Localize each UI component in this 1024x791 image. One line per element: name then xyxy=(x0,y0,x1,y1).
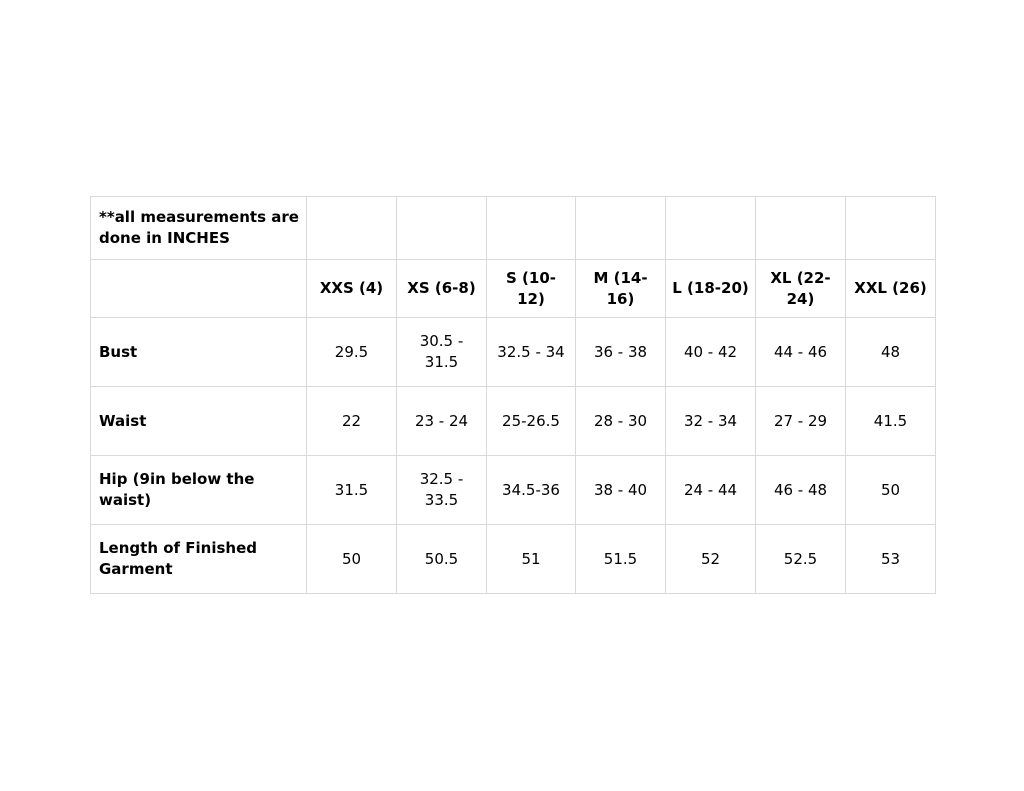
measurement-cell: 32 - 34 xyxy=(666,387,756,456)
measurement-cell: 50 xyxy=(846,456,936,525)
measurement-cell: 28 - 30 xyxy=(576,387,666,456)
row-label: Bust xyxy=(91,318,307,387)
size-header: XS (6-8) xyxy=(397,260,487,318)
size-header: L (18-20) xyxy=(666,260,756,318)
measurement-cell: 31.5 xyxy=(307,456,397,525)
empty-cell xyxy=(576,197,666,260)
measurement-cell: 51.5 xyxy=(576,525,666,594)
measurement-cell: 51 xyxy=(487,525,576,594)
measurement-note: **all measurements are done in INCHES xyxy=(91,197,307,260)
measurement-cell: 27 - 29 xyxy=(756,387,846,456)
measurement-cell: 48 xyxy=(846,318,936,387)
measurement-cell: 30.5 - 31.5 xyxy=(397,318,487,387)
measurement-cell: 52 xyxy=(666,525,756,594)
measurement-cell: 41.5 xyxy=(846,387,936,456)
table-row xyxy=(91,318,936,387)
measurement-cell: 50 xyxy=(307,525,397,594)
size-chart-table xyxy=(90,196,936,594)
table-row xyxy=(91,456,936,525)
size-header-row xyxy=(91,260,936,318)
measurement-cell: 24 - 44 xyxy=(666,456,756,525)
empty-cell xyxy=(487,197,576,260)
size-header: XL (22-24) xyxy=(756,260,846,318)
measurement-cell: 53 xyxy=(846,525,936,594)
measurement-cell: 34.5-36 xyxy=(487,456,576,525)
table-row xyxy=(91,525,936,594)
row-label: Waist xyxy=(91,387,307,456)
measurement-cell: 38 - 40 xyxy=(576,456,666,525)
size-header: XXL (26) xyxy=(846,260,936,318)
measurement-cell: 50.5 xyxy=(397,525,487,594)
empty-cell xyxy=(756,197,846,260)
row-label: Length of Finished Garment xyxy=(91,525,307,594)
measurement-cell: 32.5 - 34 xyxy=(487,318,576,387)
measurement-cell: 29.5 xyxy=(307,318,397,387)
empty-cell xyxy=(307,197,397,260)
measurement-cell: 25-26.5 xyxy=(487,387,576,456)
table-row xyxy=(91,387,936,456)
measurement-cell: 22 xyxy=(307,387,397,456)
size-header: S (10-12) xyxy=(487,260,576,318)
measurement-cell: 36 - 38 xyxy=(576,318,666,387)
size-header: M (14-16) xyxy=(576,260,666,318)
measurement-cell: 44 - 46 xyxy=(756,318,846,387)
note-row xyxy=(91,197,936,260)
measurement-cell: 32.5 - 33.5 xyxy=(397,456,487,525)
empty-cell xyxy=(846,197,936,260)
measurement-cell: 46 - 48 xyxy=(756,456,846,525)
measurement-cell: 52.5 xyxy=(756,525,846,594)
size-header: XXS (4) xyxy=(307,260,397,318)
empty-cell xyxy=(666,197,756,260)
empty-cell xyxy=(397,197,487,260)
empty-corner-cell xyxy=(91,260,307,318)
measurement-cell: 40 - 42 xyxy=(666,318,756,387)
row-label: Hip (9in below the waist) xyxy=(91,456,307,525)
measurement-cell: 23 - 24 xyxy=(397,387,487,456)
